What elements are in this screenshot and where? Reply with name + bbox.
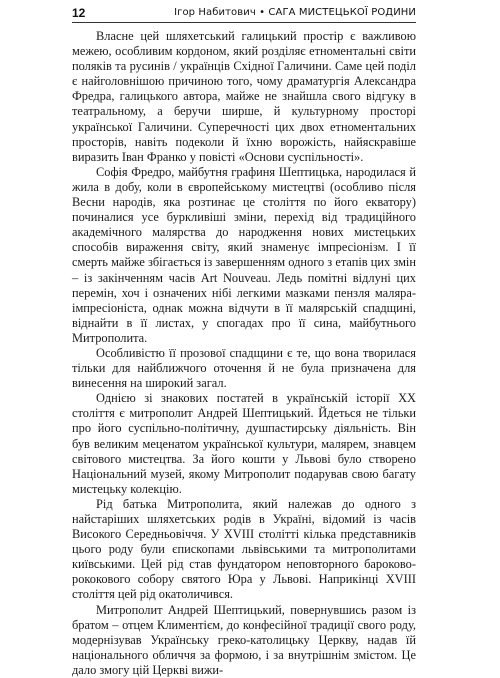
page-number: 12 xyxy=(72,6,86,20)
paragraph-5: Рід батька Митрополита, який належав до одного з найстаріших шляхетських родів в Україні, відомий із часів Високого Середньовіччя. У XVIII столітті кілька представників цього роду були єпископами львівськими та митрополитами київськими. Цей рід став фундатором неповторного бароково-рококового собору святого Юра у Львові. Наприкінці XVIII століття цей рід окатоличився. xyxy=(72,496,416,602)
running-title: Ігор Набитович • САГА МИСТЕЦЬКОЇ РОДИНИ xyxy=(174,7,416,18)
page-body xyxy=(72,29,416,678)
paragraph-2: Софія Фредро, майбутня графиня Шептицька, народилася й жила в добу, коли в європейському мистецтві (особливо після Весни народів, яка розтинає це століття по його екватору) починалися усе буркливіші зміни, перехід від традиційного академічного малярства до народження нових мистецьких способів вираження світу, який знаменує імпресіонізм. І її смерть майже збігається із завершенням одного з етапів цих змін – із закінченням часів Art Nouveau. Ледь помітні відлуні цих перемін, хоч і означених нібі легкими мазками пензля маляра-імпресіоніста, однак можна відчути в її малярській спадщині, віднайти в її листах, у спогадах про її сина, майбутнього Митрополита. xyxy=(72,164,416,345)
paragraph-1: Власне цей шляхетський галицький простір є важливою межею, особливим кордоном, який розділяє етноментальні світи поляків та русинів / українців Східної Галичини. Саме цей поділ є найголовнішою причиною того, чому драматургія Александра Фредра, галицького автора, майже не знайшла свого відгуку в театральному, а беручи ширше, й культурному просторі української Галичини. Суперечності цих двох етноментальних просторів, навіть подеколи й їхню ворожість, найяскравіше виразить Іван Франко у повісті «Основи суспільності». xyxy=(72,29,416,164)
paragraph-4: Однією зі знакових постатей в українській історії XX століття є митрополит Андрей Шептицький. Йдеться не тільки про його суспільно-політичну, душпастирську діяльність. Він був великим меценатом української культури, малярем, знавцем світового мистецтва. За його кошти у Львові було створено Національний музей, якому Митрополит подарував свою багату мистецьку колекцію. xyxy=(72,391,416,496)
header-rule xyxy=(72,22,416,23)
paragraph-3: Особливістю її прозової спадщини є те, що вона творилася тільки для найближчого оточення й не була призначена для винесення на широкий загал. xyxy=(72,345,416,391)
page-header xyxy=(72,6,416,22)
paragraph-6: Митрополит Андрей Шептицький, повернувшись разом із братом – отцем Климентієм, до конфесійної традиції свого роду, модернізував Українську греко-католицьку Церкву, надав їй національного обличчя за формою, і за внутрішнім змістом. Це дало змогу цій Церкві вижи- xyxy=(72,602,416,677)
